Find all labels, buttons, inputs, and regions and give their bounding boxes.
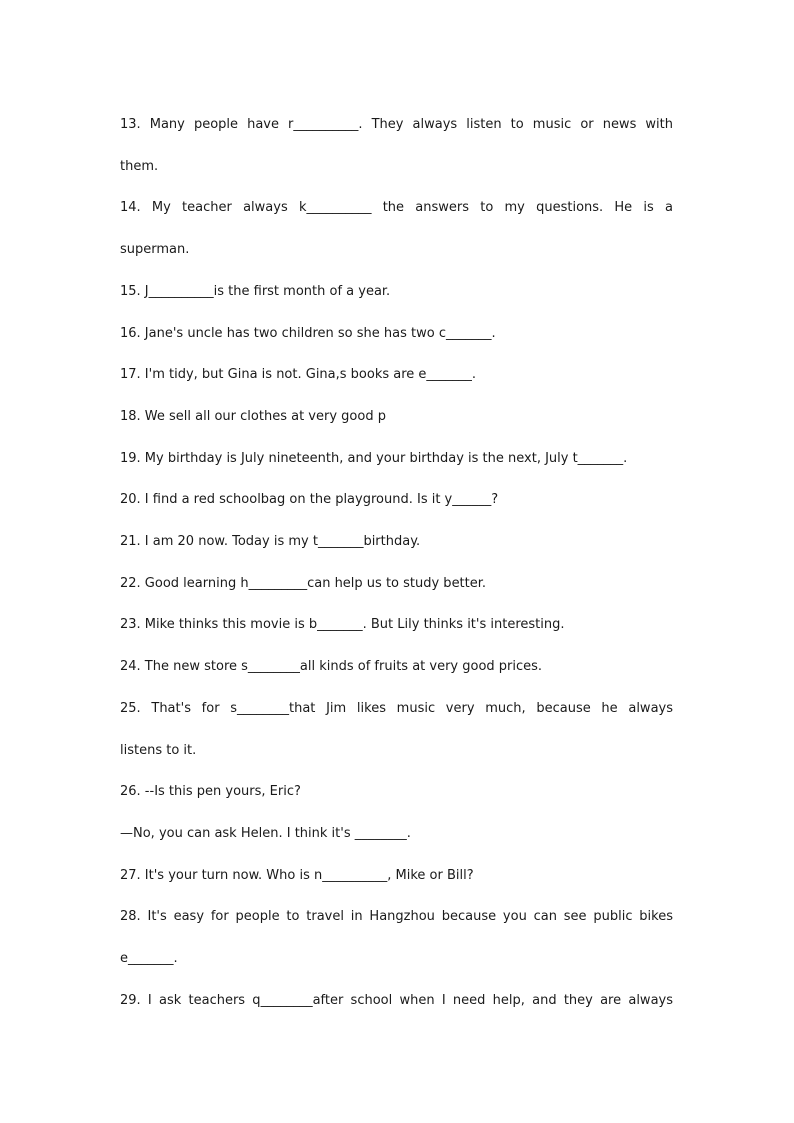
line-28b: e_______. — [120, 951, 178, 967]
line-24: 24. The new store s________all kinds of fruits at very good prices. — [120, 659, 543, 675]
line-26a: 26. --Is this pen yours, Eric? — [120, 784, 301, 800]
line-13b: them. — [120, 158, 159, 174]
line-23: 23. Mike thinks this movie is b_______. But Lily thinks it's interesting. — [120, 617, 565, 633]
line-26b: —No, you can ask Helen. I think it's ________. — [120, 825, 411, 841]
line-13a: 13. Many people have r__________. They always listen to music or news with — [120, 117, 673, 132]
line-22: 22. Good learning h_________can help us to study better. — [120, 575, 487, 591]
line-29a: 29. I ask teachers q________after school when I need help, and they are always — [120, 992, 673, 1008]
line-25a: 25. That's for s________that Jim likes music very much, because he always — [120, 700, 673, 716]
line-14b: superman. — [120, 242, 190, 258]
line-14a: 14. My teacher always k__________ the answers to my questions. He is a — [120, 200, 673, 216]
line-25b: listens to it. — [120, 742, 197, 758]
line-15: 15. J__________is the first month of a year. — [120, 283, 391, 299]
line-21: 21. I am 20 now. Today is my t_______birthday. — [120, 534, 421, 550]
line-20: 20. I find a red schoolbag on the playground. Is it y______? — [120, 492, 499, 508]
line-28a: 28. It's easy for people to travel in Hangzhou because you can see public bikes — [120, 909, 673, 925]
line-17: 17. I'm tidy, but Gina is not. Gina,s books are e_______. — [120, 367, 477, 383]
line-19: 19. My birthday is July nineteenth, and your birthday is the next, July t_______. — [120, 450, 628, 466]
line-18: 18. We sell all our clothes at very good p — [120, 408, 386, 424]
line-27: 27. It's your turn now. Who is n__________, Mike or Bill? — [120, 867, 474, 883]
exercise-list — [120, 104, 673, 1021]
line-16: 16. Jane's uncle has two children so she has two c_______. — [120, 325, 496, 341]
